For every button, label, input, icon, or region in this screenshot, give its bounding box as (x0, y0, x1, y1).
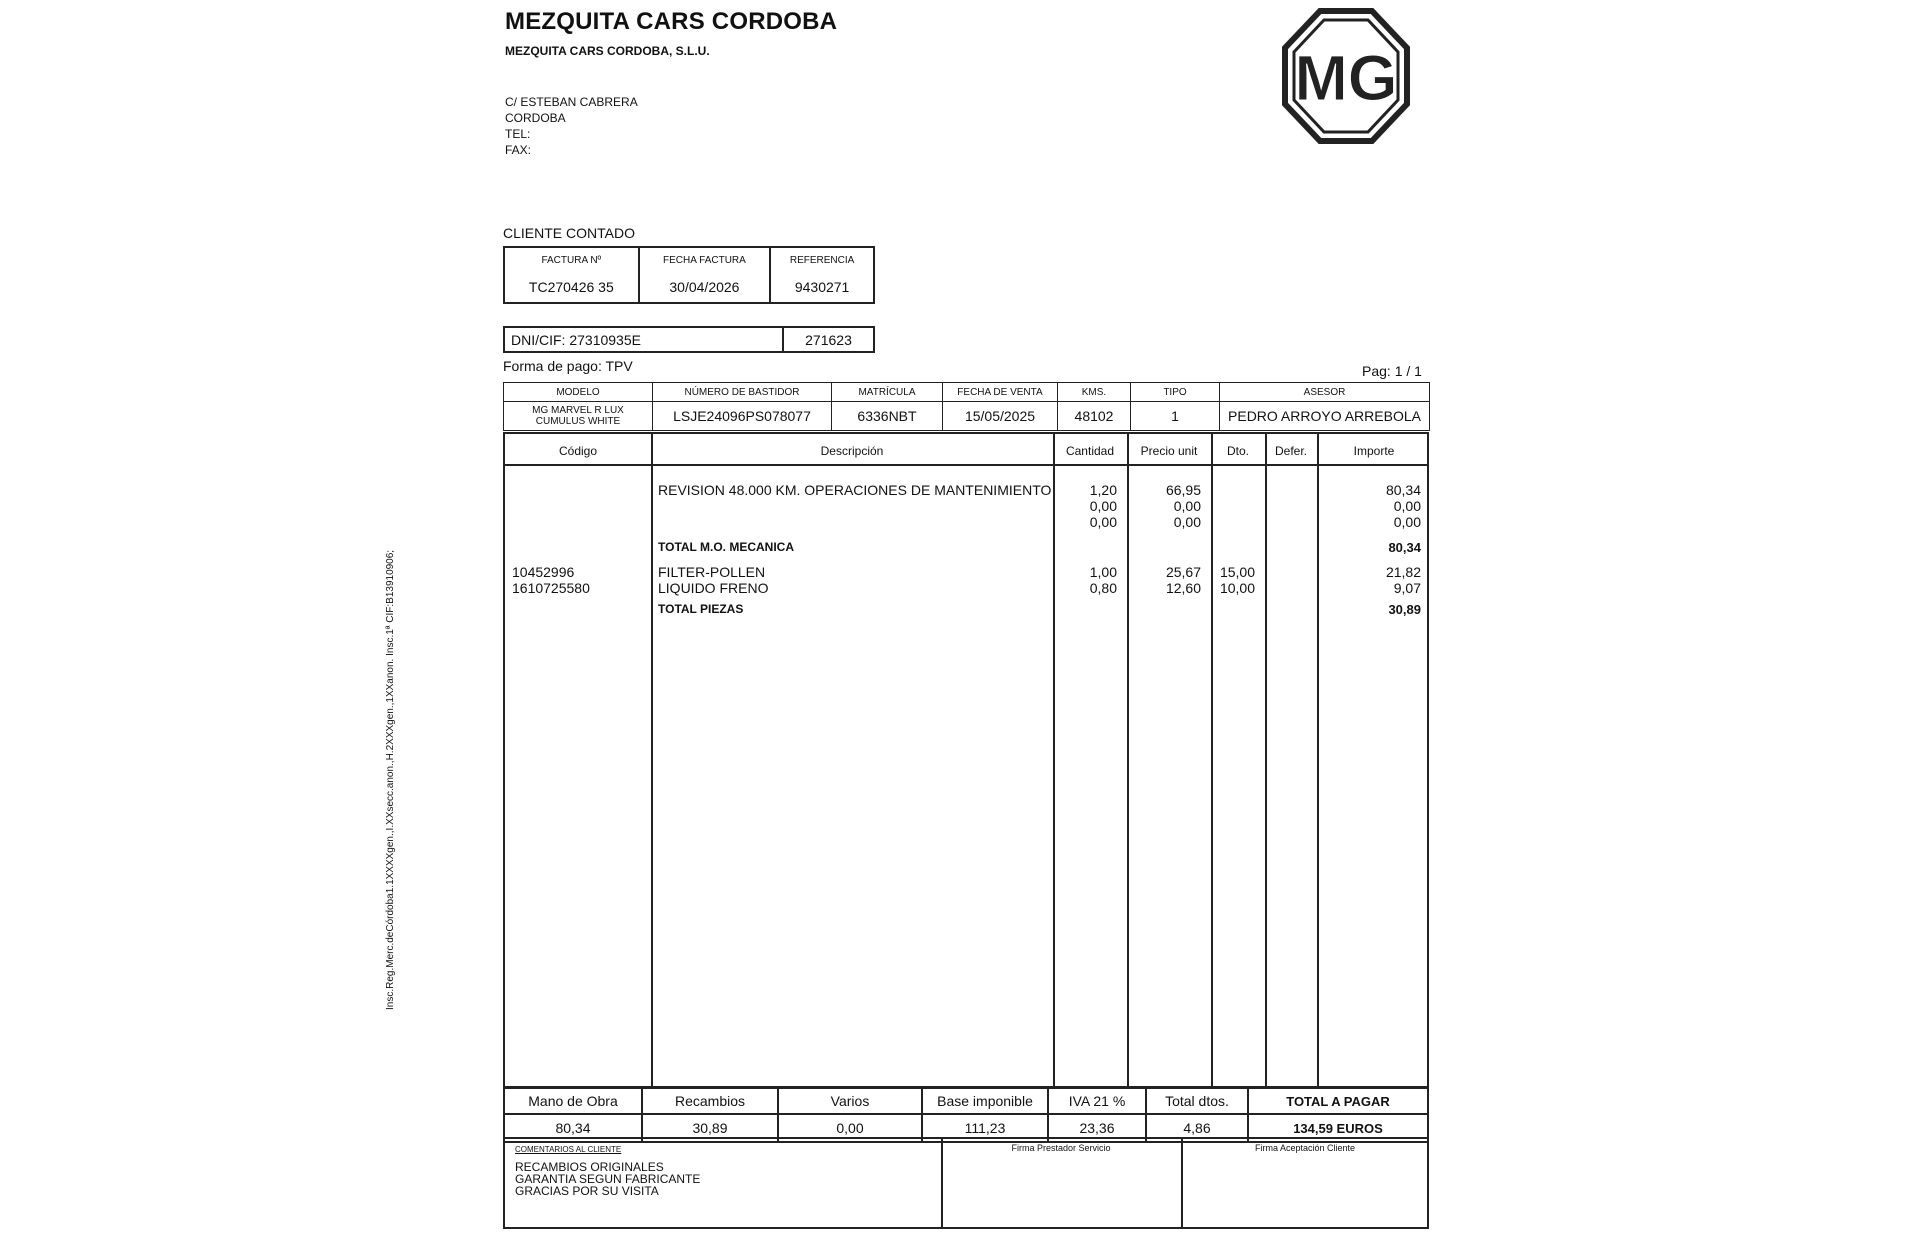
line-quantity: 0,00 (1089, 514, 1117, 530)
invoice-info-table (503, 246, 875, 304)
col-header-description: Descripción (820, 444, 884, 458)
totals-table (503, 1087, 1429, 1143)
line-description: FILTER-POLLEN (658, 564, 766, 580)
vehicle-kms-header: KMS. (1058, 383, 1131, 402)
col-header-code: Código (558, 444, 598, 458)
payment-method: Forma de pago: TPV (503, 358, 633, 374)
line-discount: 10,00 (1219, 580, 1255, 596)
total-discounts-header: Total dtos. (1146, 1088, 1248, 1114)
invoice-date-header: FECHA FACTURA (639, 247, 771, 272)
subtotal-parts-label: TOTAL PIEZAS (658, 602, 744, 616)
line-unit-price: 12,60 (1165, 580, 1201, 596)
total-discounts: 4,86 (1146, 1114, 1248, 1142)
total-due: 134,59 EUROS (1248, 1114, 1428, 1142)
total-misc-header: Varios (778, 1088, 922, 1114)
line-quantity: 1,00 (1089, 564, 1117, 580)
invoice-reference-header: REFERENCIA (770, 247, 874, 272)
line-discount: 15,00 (1219, 564, 1255, 580)
vehicle-vin-header: NÚMERO DE BASTIDOR (653, 383, 832, 402)
line-quantity: 0,80 (1089, 580, 1117, 596)
mg-logo-text: MG (1294, 42, 1398, 114)
provider-signature-label: Firma Prestador Servicio (1011, 1143, 1111, 1153)
col-header-unit-price: Precio unit (1140, 444, 1198, 458)
subtotal-labor-label: TOTAL M.O. MECANICA (658, 540, 794, 554)
client-signature-section (1183, 1139, 1427, 1227)
total-due-header: TOTAL A PAGAR (1248, 1088, 1428, 1114)
line-unit-price: 0,00 (1173, 498, 1201, 514)
vehicle-vin: LSJE24096PS078077 (653, 402, 832, 431)
vehicle-model (504, 402, 653, 431)
vehicle-table (503, 382, 1430, 431)
vat-header: IVA 21 % (1048, 1088, 1146, 1114)
page-number: Pag: 1 / 1 (1362, 363, 1422, 379)
comment-line: RECAMBIOS ORIGINALES (515, 1160, 664, 1174)
vehicle-advisor: PEDRO ARROYO ARREBOLA (1220, 402, 1430, 431)
invoice-number: TC270426 35 (504, 272, 639, 303)
col-header-quantity: Cantidad (1065, 444, 1115, 458)
client-signature-label: Firma Aceptación Cliente (1254, 1143, 1356, 1153)
vehicle-type: 1 (1131, 402, 1220, 431)
total-parts: 30,89 (642, 1114, 778, 1142)
vehicle-sale-date-header: FECHA DE VENTA (943, 383, 1058, 402)
address-street: C/ ESTEBAN CABRERA (505, 95, 638, 109)
invoice-date: 30/04/2026 (639, 272, 771, 303)
line-description: REVISION 48.000 KM. OPERACIONES DE MANTENIMIENTO (658, 482, 1052, 498)
total-labor-header: Mano de Obra (504, 1088, 642, 1114)
vehicle-plate: 6336NBT (832, 402, 943, 431)
address-fax: FAX: (505, 143, 532, 157)
vehicle-advisor-header: ASESOR (1220, 383, 1430, 402)
line-quantity: 1,20 (1089, 482, 1117, 498)
col-header-amount: Importe (1353, 444, 1395, 458)
comments-section (505, 1139, 943, 1227)
invoice-number-header: FACTURA Nº (504, 247, 639, 272)
invoice-reference: 9430271 (770, 272, 874, 303)
vehicle-model-header: MODELO (504, 383, 653, 402)
line-amount: 0,00 (1393, 498, 1421, 514)
subtotal-labor-amount: 80,34 (1388, 540, 1421, 555)
vat-amount: 23,36 (1048, 1114, 1146, 1142)
comment-line: GARANTIA SEGUN FABRICANTE (515, 1172, 701, 1186)
line-amount: 9,07 (1393, 580, 1421, 596)
line-amount: 21,82 (1385, 564, 1421, 580)
address-city: CORDOBA (505, 111, 566, 125)
line-unit-price: 66,95 (1165, 482, 1201, 498)
address-tel: TEL: (505, 127, 531, 141)
vehicle-kms: 48102 (1058, 402, 1131, 431)
tax-base-header: Base imponible (922, 1088, 1048, 1114)
vehicle-model-name: MG MARVEL R LUX (532, 405, 624, 416)
company-address (505, 94, 638, 158)
total-parts-header: Recambios (642, 1088, 778, 1114)
vehicle-plate-header: MATRÍCULA (832, 383, 943, 402)
comments-label: COMENTARIOS AL CLIENTE (515, 1145, 622, 1154)
line-unit-price: 25,67 (1165, 564, 1201, 580)
line-code: 10452996 (512, 564, 575, 580)
total-labor: 80,34 (504, 1114, 642, 1142)
line-description: LIQUIDO FRENO (658, 580, 769, 596)
footer-box (503, 1137, 1429, 1229)
registry-note: Insc.Reg.Merc.deCórdoba1.1XXXXgen.,I.XXsecc.anon.,H.2XXXgen.,1XXanon. Insc.1ª CIF:B13910906; (385, 549, 396, 1010)
line-amount: 80,34 (1385, 482, 1421, 498)
dni-label: DNI/CIF: 27310935E (504, 327, 783, 352)
total-misc: 0,00 (778, 1114, 922, 1142)
vehicle-sale-date: 15/05/2025 (943, 402, 1058, 431)
line-amount: 0,00 (1393, 514, 1421, 530)
subtotal-parts-amount: 30,89 (1388, 602, 1421, 617)
col-header-deferred: Defer. (1274, 444, 1307, 458)
comment-line: GRACIAS POR SU VISITA (515, 1184, 659, 1198)
comments-text (515, 1161, 700, 1197)
line-unit-price: 0,00 (1173, 514, 1201, 530)
vehicle-type-header: TIPO (1131, 383, 1220, 402)
company-name: MEZQUITA CARS CORDOBA (505, 8, 838, 35)
mg-logo (1282, 8, 1410, 144)
client-label: CLIENTE CONTADO (503, 225, 635, 241)
vehicle-model-color: CUMULUS WHITE (535, 416, 621, 427)
line-items (503, 432, 1429, 1088)
tax-base: 111,23 (922, 1114, 1048, 1142)
provider-signature-section (941, 1139, 1183, 1227)
line-quantity: 0,00 (1089, 498, 1117, 514)
line-code: 1610725580 (512, 580, 590, 596)
dni-table (503, 326, 875, 353)
col-header-discount: Dto. (1226, 444, 1249, 458)
company-legal-name: MEZQUITA CARS CORDOBA, S.L.U. (505, 44, 710, 58)
client-code: 271623 (783, 327, 874, 352)
